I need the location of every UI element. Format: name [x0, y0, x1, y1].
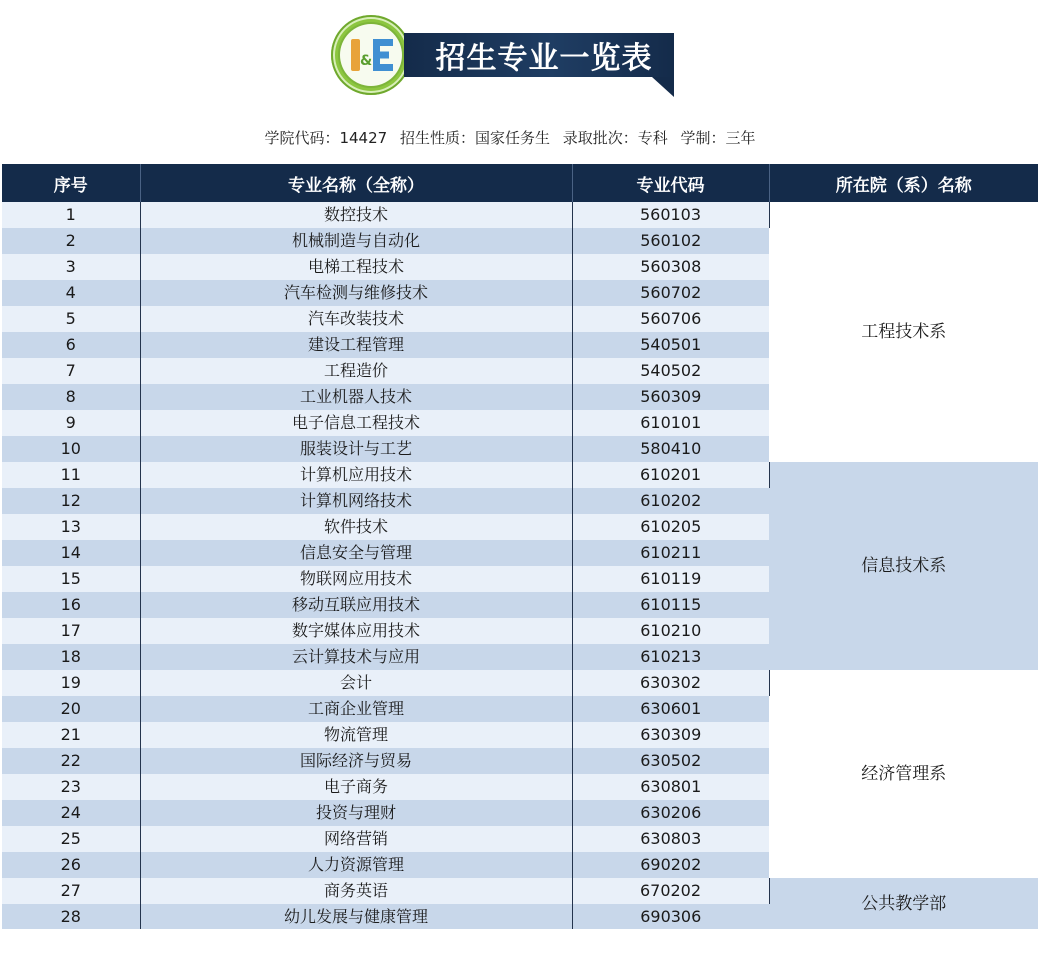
major-code: 610115	[572, 592, 769, 618]
row-index: 26	[2, 852, 140, 878]
row-index: 21	[2, 722, 140, 748]
major-name: 网络营销	[140, 826, 572, 852]
major-code: 610201	[572, 462, 769, 488]
department-name: 信息技术系	[769, 462, 1038, 670]
college-code: 学院代码：14427	[264, 129, 388, 147]
row-index: 23	[2, 774, 140, 800]
major-name: 计算机网络技术	[140, 488, 572, 514]
table-header-row	[2, 164, 1038, 202]
major-name: 人力资源管理	[140, 852, 572, 878]
major-code: 560308	[572, 254, 769, 280]
row-index: 3	[2, 254, 140, 280]
row-index: 10	[2, 436, 140, 462]
major-code: 630601	[572, 696, 769, 722]
row-index: 7	[2, 358, 140, 384]
major-code: 540502	[572, 358, 769, 384]
major-name: 会计	[140, 670, 572, 696]
major-name: 机械制造与自动化	[140, 228, 572, 254]
major-code: 540501	[572, 332, 769, 358]
major-code: 690306	[572, 904, 769, 929]
major-code: 630302	[572, 670, 769, 696]
major-code: 630803	[572, 826, 769, 852]
column-header-major: 专业名称（全称）	[140, 164, 572, 202]
row-index: 27	[2, 878, 140, 904]
major-name: 幼儿发展与健康管理	[140, 904, 572, 929]
major-code: 560706	[572, 306, 769, 332]
page-title: 招生专业一览表	[435, 41, 653, 76]
row-index: 8	[2, 384, 140, 410]
major-code: 690202	[572, 852, 769, 878]
row-index: 20	[2, 696, 140, 722]
major-name: 工商企业管理	[140, 696, 572, 722]
enrollment-type: 招生性质：国家任务生	[399, 129, 550, 147]
major-code: 610210	[572, 618, 769, 644]
major-name: 汽车改装技术	[140, 306, 572, 332]
major-name: 商务英语	[140, 878, 572, 904]
title-banner-tail	[652, 77, 674, 97]
table-row	[2, 202, 1038, 228]
major-code: 560702	[572, 280, 769, 306]
college-logo	[331, 15, 411, 95]
major-code: 670202	[572, 878, 769, 904]
row-index: 16	[2, 592, 140, 618]
major-name: 投资与理财	[140, 800, 572, 826]
row-index: 4	[2, 280, 140, 306]
row-index: 15	[2, 566, 140, 592]
table-row	[2, 670, 1038, 696]
table-row	[2, 878, 1038, 904]
major-name: 物流管理	[140, 722, 572, 748]
major-code: 610119	[572, 566, 769, 592]
major-name: 电子信息工程技术	[140, 410, 572, 436]
svg-text:&: &	[360, 53, 373, 69]
major-code: 610202	[572, 488, 769, 514]
major-code: 610213	[572, 644, 769, 670]
column-header-department: 所在院（系）名称	[769, 164, 1038, 202]
major-code: 560102	[572, 228, 769, 254]
row-index: 1	[2, 202, 140, 228]
row-index: 17	[2, 618, 140, 644]
major-code: 560103	[572, 202, 769, 228]
major-name: 软件技术	[140, 514, 572, 540]
row-index: 9	[2, 410, 140, 436]
major-code: 610211	[572, 540, 769, 566]
majors-table	[2, 164, 1038, 929]
department-name: 工程技术系	[769, 202, 1038, 462]
major-name: 物联网应用技术	[140, 566, 572, 592]
major-code: 560309	[572, 384, 769, 410]
major-name: 工程造价	[140, 358, 572, 384]
major-name: 工业机器人技术	[140, 384, 572, 410]
study-duration: 学制：三年	[680, 129, 756, 147]
table-row	[2, 462, 1038, 488]
table-body	[2, 202, 1038, 929]
major-name: 计算机应用技术	[140, 462, 572, 488]
college-info-line	[0, 127, 1020, 148]
major-name: 数字媒体应用技术	[140, 618, 572, 644]
row-index: 28	[2, 904, 140, 929]
logo-letters-icon	[343, 35, 399, 75]
row-index: 14	[2, 540, 140, 566]
row-index: 13	[2, 514, 140, 540]
major-name: 电梯工程技术	[140, 254, 572, 280]
logo-mark	[331, 15, 411, 95]
row-index: 18	[2, 644, 140, 670]
major-name: 建设工程管理	[140, 332, 572, 358]
row-index: 2	[2, 228, 140, 254]
row-index: 6	[2, 332, 140, 358]
major-name: 汽车检测与维修技术	[140, 280, 572, 306]
major-code: 610101	[572, 410, 769, 436]
row-index: 12	[2, 488, 140, 514]
row-index: 24	[2, 800, 140, 826]
row-index: 22	[2, 748, 140, 774]
admission-batch: 录取批次：专科	[562, 129, 668, 147]
page-header	[0, 0, 1040, 160]
major-name: 信息安全与管理	[140, 540, 572, 566]
major-code: 610205	[572, 514, 769, 540]
row-index: 19	[2, 670, 140, 696]
major-code: 580410	[572, 436, 769, 462]
major-code: 630206	[572, 800, 769, 826]
column-header-index: 序号	[2, 164, 140, 202]
row-index: 11	[2, 462, 140, 488]
major-name: 服装设计与工艺	[140, 436, 572, 462]
column-header-code: 专业代码	[572, 164, 769, 202]
row-index: 25	[2, 826, 140, 852]
department-name: 公共教学部	[769, 878, 1038, 929]
major-name: 云计算技术与应用	[140, 644, 572, 670]
major-name: 电子商务	[140, 774, 572, 800]
major-code: 630502	[572, 748, 769, 774]
major-code: 630309	[572, 722, 769, 748]
major-name: 数控技术	[140, 202, 572, 228]
row-index: 5	[2, 306, 140, 332]
major-code: 630801	[572, 774, 769, 800]
major-name: 移动互联应用技术	[140, 592, 572, 618]
department-name: 经济管理系	[769, 670, 1038, 878]
major-name: 国际经济与贸易	[140, 748, 572, 774]
